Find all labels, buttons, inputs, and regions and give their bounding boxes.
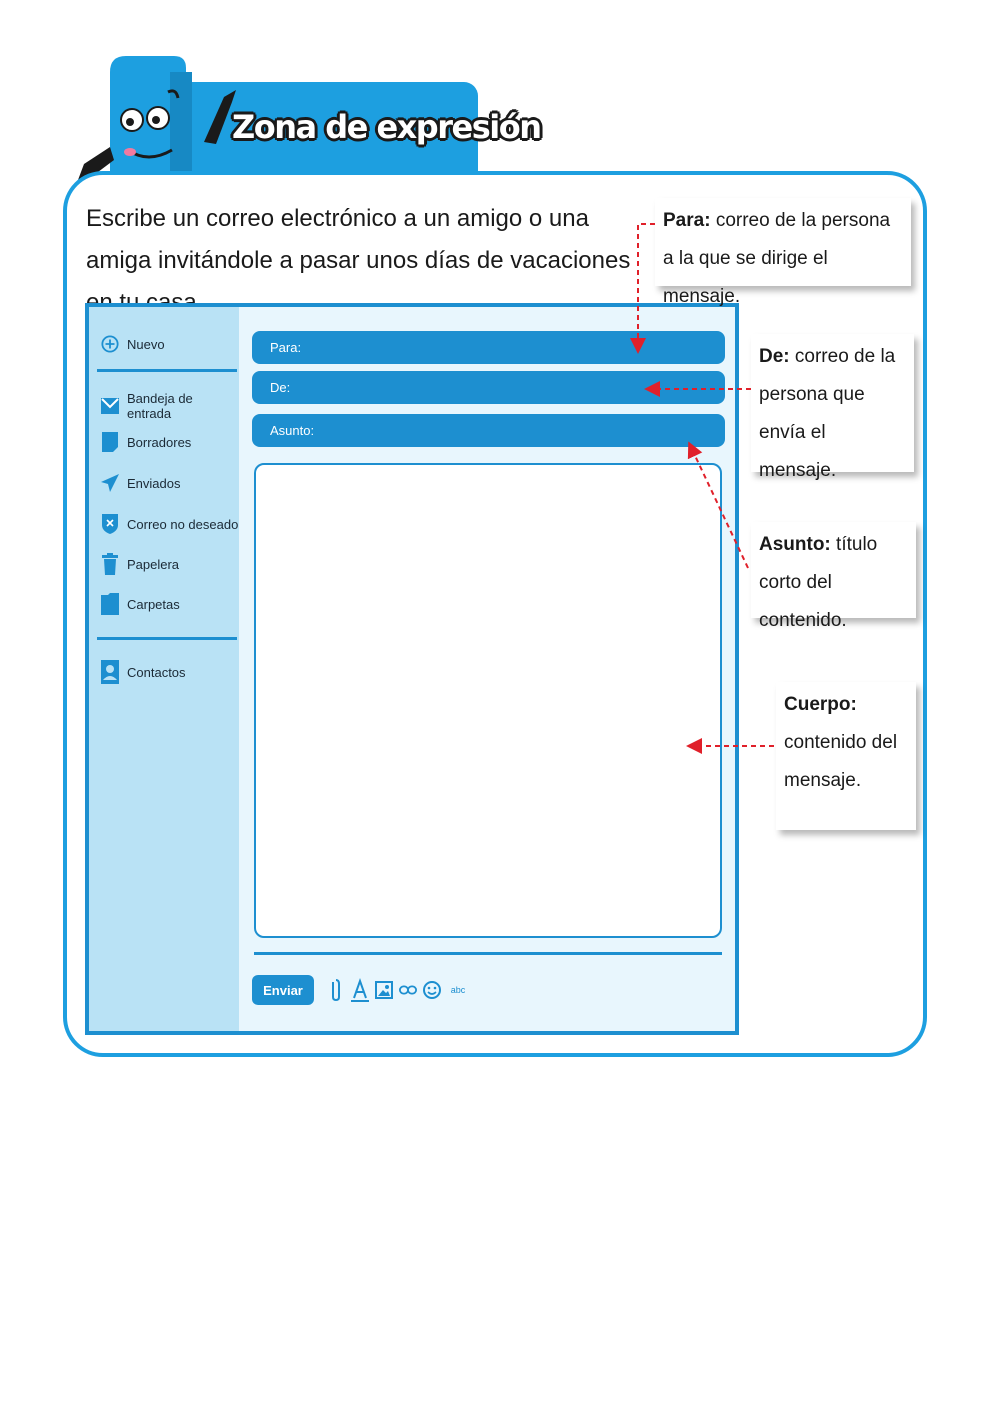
sidebar-item-label: Carpetas [127, 596, 180, 612]
to-field[interactable] [252, 331, 725, 364]
callout-term: Asunto: [759, 534, 831, 555]
callout-text: correo de la persona que envía el mensaje. [759, 346, 896, 481]
callout-para [655, 198, 911, 307]
drafts-icon [101, 431, 119, 453]
sidebar-item-label: Nuevo [127, 336, 165, 352]
callout-cuerpo [776, 682, 916, 830]
callout-text: título corto del contenido. [759, 534, 878, 631]
image-icon[interactable] [375, 977, 393, 1003]
callout-text: correo de la persona a la que se dirige el mensaje. [663, 210, 891, 307]
plus-circle-icon [101, 333, 119, 355]
sidebar-item-label: Contactos [127, 664, 186, 680]
spellcheck-icon[interactable] [447, 977, 469, 1003]
trash-icon [101, 553, 119, 575]
sidebar-divider [97, 637, 237, 640]
sidebar-item-inbox[interactable] [101, 391, 239, 421]
from-field[interactable] [252, 371, 725, 404]
callout-term: De: [759, 346, 790, 367]
callout-term: Cuerpo: [784, 694, 857, 715]
sent-icon [101, 472, 119, 494]
sidebar-item-new[interactable] [101, 333, 165, 355]
emoji-icon[interactable] [423, 977, 441, 1003]
callout-text: contenido del mensaje. [784, 732, 898, 791]
sidebar-item-label: Papelera [127, 556, 180, 572]
link-icon[interactable] [399, 977, 417, 1003]
sidebar-item-label: Borradores [127, 434, 192, 450]
spellcheck-label: abc [450, 985, 466, 995]
sidebar-item-label: Enviados [127, 475, 181, 491]
inbox-icon [101, 395, 119, 417]
sidebar-item-trash[interactable] [101, 553, 179, 575]
message-body[interactable] [254, 463, 722, 938]
page-title: Zona de expresión [232, 108, 541, 146]
sidebar [89, 307, 239, 1031]
sidebar-item-label: Bandeja de entrada [127, 391, 193, 421]
from-label: De: [270, 380, 291, 395]
spam-icon [101, 513, 119, 535]
contacts-icon [101, 661, 119, 683]
compose-toolbar [327, 977, 469, 1003]
subject-label: Asunto: [270, 423, 315, 438]
callout-term: Para: [663, 210, 711, 231]
callout-asunto [751, 522, 916, 631]
send-button[interactable]: Enviar [252, 975, 314, 1005]
callout-de [751, 334, 914, 481]
sidebar-item-sent[interactable] [101, 472, 180, 494]
sidebar-item-folders[interactable] [101, 593, 180, 615]
sidebar-item-label: Correo no deseado [127, 516, 239, 532]
email-client [85, 303, 739, 1035]
to-label: Para: [270, 340, 302, 355]
sidebar-item-contacts[interactable] [101, 661, 186, 683]
subject-field[interactable] [252, 414, 725, 447]
folder-icon [101, 593, 119, 615]
attach-icon[interactable] [327, 977, 345, 1003]
instruction-text: Escribe un correo electrónico a un amigo o una amiga invitándole a pasar unos días de vacaciones [86, 205, 631, 274]
sidebar-item-drafts[interactable] [101, 431, 191, 453]
sidebar-divider [97, 369, 237, 372]
body-divider [254, 952, 722, 955]
text-format-icon[interactable] [351, 977, 369, 1003]
sidebar-item-spam[interactable] [101, 513, 238, 535]
